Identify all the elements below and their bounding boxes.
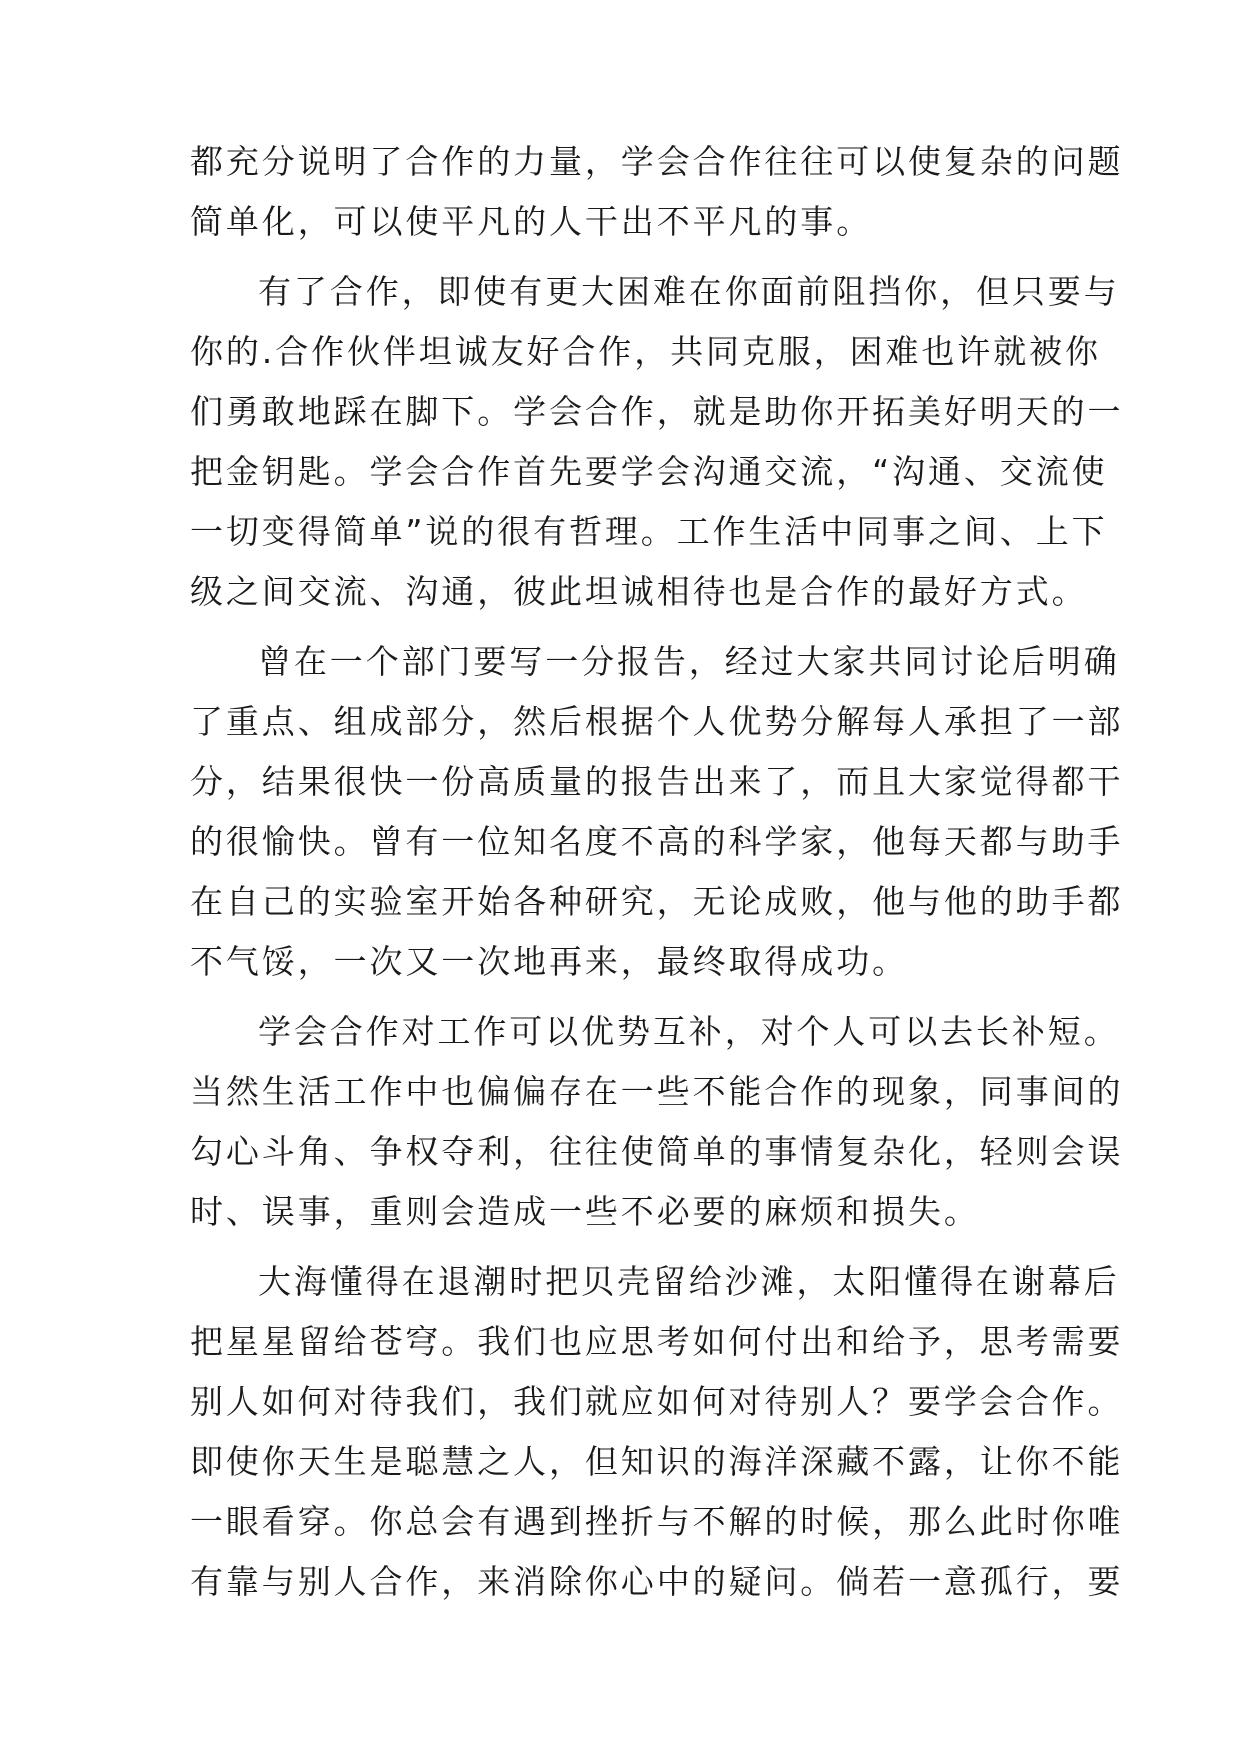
text-line: 有靠与别人合作，来消除你心中的疑问。倘若一意孤行，要 (190, 1562, 1124, 1601)
text-line: 在自己的实验室开始各种研究，无论成败，他与他的助手都 (190, 882, 1124, 921)
paragraph-start-line: 学会合作对工作可以优势互补，对个人可以去长补短。 (258, 1012, 1120, 1051)
text-line: 分，结果很快一份高质量的报告出来了，而且大家觉得都干 (190, 762, 1124, 801)
text-line: 一切变得简单”说的很有哲理。工作生活中同事之间、上下 (190, 512, 1108, 551)
text-line: 的很愉快。曾有一位知名度不高的科学家，他每天都与助手 (190, 822, 1124, 861)
paragraph-start-line: 大海懂得在退潮时把贝壳留给沙滩，太阳懂得在谢幕后 (258, 1262, 1120, 1301)
text-line: 别人如何对待我们，我们就应如何对待别人？要学会合作。 (190, 1382, 1124, 1421)
paragraph-start-line: 曾在一个部门要写一分报告，经过大家共同讨论后明确 (258, 642, 1120, 681)
text-line: 把金钥匙。学会合作首先要学会沟通交流，“沟通、交流使 (190, 452, 1108, 491)
text-line: 你的.合作伙伴坦诚友好合作，共同克服，困难也许就被你 (190, 332, 1101, 371)
text-line: 级之间交流、沟通，彼此坦诚相待也是合作的最好方式。 (190, 572, 1088, 611)
paragraph-start-line: 有了合作，即使有更大困难在你面前阻挡你，但只要与 (258, 272, 1120, 311)
text-line: 勾心斗角、争权夺利，往往使简单的事情复杂化，轻则会误 (190, 1132, 1124, 1171)
text-line: 了重点、组成部分，然后根据个人优势分解每人承担了一部 (190, 702, 1124, 741)
text-line: 简单化，可以使平凡的人干出不平凡的事。 (190, 202, 873, 241)
text-line: 都充分说明了合作的力量，学会合作往往可以使复杂的问题 (190, 142, 1124, 181)
text-line: 时、误事，重则会造成一些不必要的麻烦和损失。 (190, 1192, 980, 1231)
text-line: 们勇敢地踩在脚下。学会合作，就是助你开拓美好明天的一 (190, 392, 1124, 431)
text-line: 不气馁，一次又一次地再来，最终取得成功。 (190, 942, 908, 981)
text-line: 即使你天生是聪慧之人，但知识的海洋深藏不露，让你不能 (190, 1442, 1124, 1481)
text-line: 当然生活工作中也偏偏存在一些不能合作的现象，同事间的 (190, 1072, 1124, 1111)
text-line: 一眼看穿。你总会有遇到挫折与不解的时候，那么此时你唯 (190, 1502, 1124, 1541)
text-line: 把星星留给苍穹。我们也应思考如何付出和给予，思考需要 (190, 1322, 1124, 1361)
